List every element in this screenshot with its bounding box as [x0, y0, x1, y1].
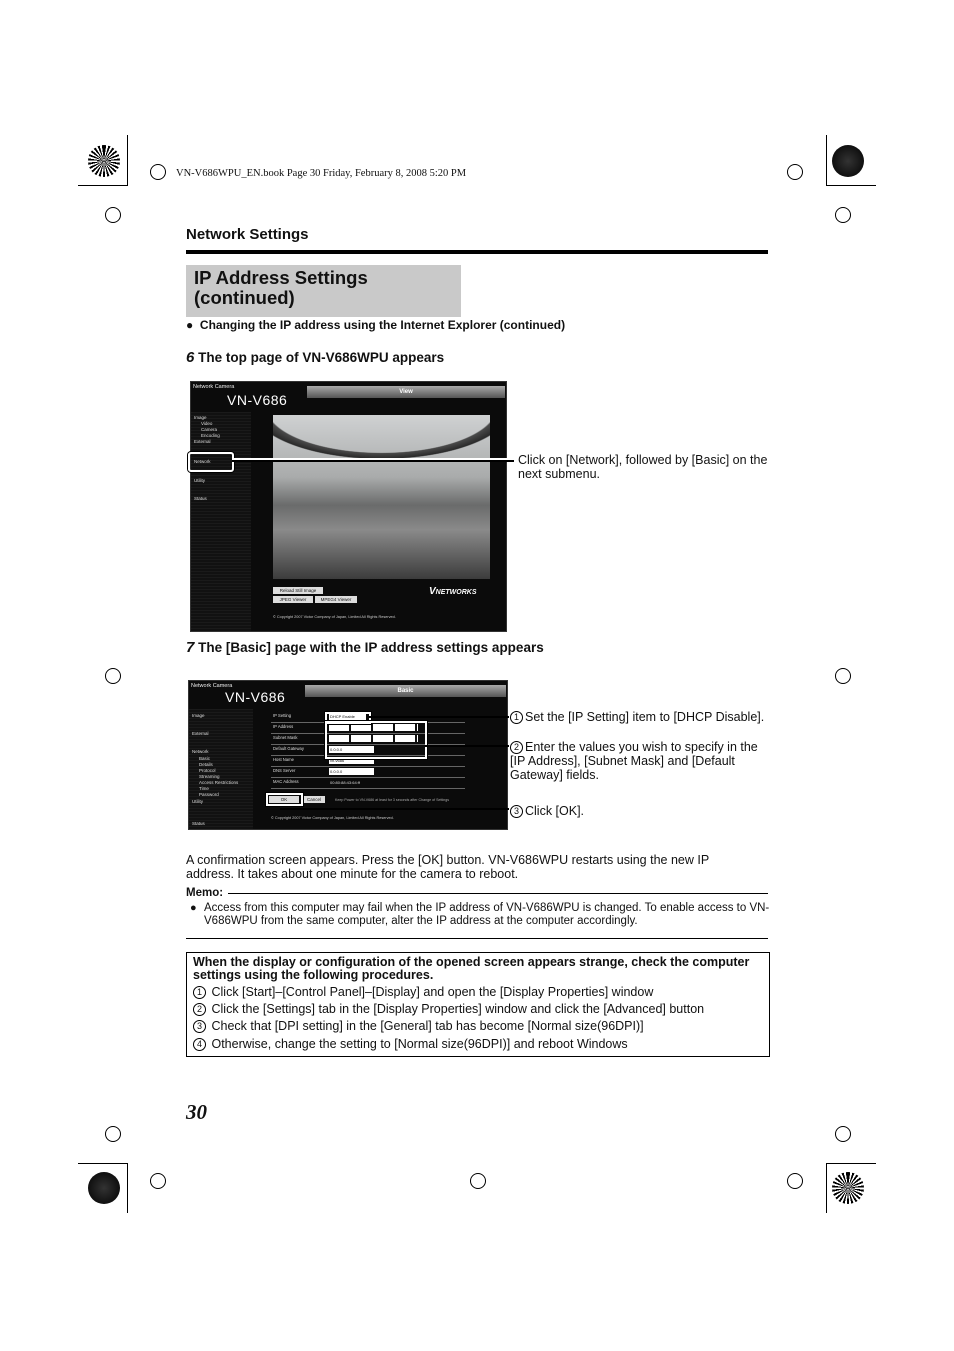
memo-label: Memo: — [186, 887, 224, 899]
sub-heading: ● Changing the IP address using the Internet Explorer (continued) — [186, 318, 566, 332]
callout-3-leader — [280, 808, 509, 810]
side-menu: Image External Network Basic Details Protocol Streaming Access Restrictions Time Password Utility Status — [189, 709, 253, 829]
tab-view: View — [307, 386, 505, 398]
field-default-gateway: Default Gateway 0.0.0.0 — [271, 745, 465, 756]
menu-status: Status — [194, 496, 207, 501]
reload-still-image-button: Reload Still Image — [273, 587, 323, 594]
box-item-1: 1 Click [Start]–[Control Panel]–[Display] and open the [Display Properties] window — [193, 985, 653, 999]
callout-network: Click on [Network], followed by [Basic] on the next submenu. — [518, 453, 768, 481]
menu-encoding: Encoding — [201, 433, 220, 438]
ok-highlight — [266, 793, 303, 806]
box-item-2: 2 Click the [Settings] tab in the [Display Properties] window and click the [Advanced] button — [193, 1002, 704, 1016]
memo-bottom-rule — [186, 938, 768, 939]
registration-target — [835, 668, 851, 684]
registration-target — [835, 207, 851, 223]
callout-1: 1 Set the [IP Setting] item to [DHCP Disable]. — [510, 710, 765, 724]
crop-mark — [88, 1172, 120, 1204]
box-item-3: 3 Check that [DPI setting] in the [General] tab has become [Normal size(96DPI)] — [193, 1019, 644, 1033]
registration-target — [150, 1173, 166, 1189]
field-host-name: Host Name vn-v686 — [271, 756, 465, 767]
registration-target — [787, 164, 803, 180]
side-menu — [191, 412, 251, 631]
field-mac-address: MAC Address 00:80:88:43:64:ff — [271, 778, 465, 789]
confirm-paragraph: A confirmation screen appears. Press the [OK] button. VN-V686WPU restarts using the new IP address. It takes about one minute for the camera to reboot. — [186, 853, 709, 881]
memo-text: Access from this computer may fail when the IP address of VN-V686WPU is changed. To enable access to VN-V686WPU from the same computer, alter the IP address at the computer accordingly. — [204, 902, 770, 927]
registration-line — [826, 1163, 876, 1164]
registration-line — [78, 1163, 128, 1164]
field-subnet-mask: Subnet Mask — [271, 734, 465, 745]
page-title: IP Address Settings (continued) — [194, 267, 368, 308]
cancel-button[interactable]: Cancel — [303, 796, 325, 803]
menu-image: Image — [194, 415, 207, 420]
tab-basic: Basic — [305, 685, 506, 697]
print-info-line: VN-V686WPU_EN.book Page 30 Friday, February 8, 2008 5:20 PM — [176, 168, 467, 179]
menu-video: Video — [201, 421, 213, 426]
registration-line — [826, 185, 876, 186]
crop-mark — [832, 145, 864, 177]
registration-line — [127, 1163, 128, 1213]
registration-line — [826, 135, 827, 185]
registration-target — [835, 1126, 851, 1142]
screenshot-top-page: Network Camera VN-V686 View Image Video Camera Encoding External Network Utility Status Reload Still Image JPEG Viewer MPEG4 Viewer VNETWORKS © Copyright 2007 Victor Company of Japan, Limited All Rights Reserved. — [190, 381, 507, 632]
step-6-heading: 6 The top page of VN-V686WPU appears — [186, 349, 445, 366]
bullet-icon: ● — [186, 318, 200, 332]
callout-2: 2 Enter the values you wish to specify in the [IP Address], [Subnet Mask] and [Default Gateway] fields. — [510, 740, 758, 782]
registration-target — [787, 1173, 803, 1189]
field-ip-setting: IP Setting DHCP Enable — [271, 712, 465, 723]
ok-button[interactable]: OK — [269, 796, 299, 803]
menu-utility: Utility — [194, 478, 205, 483]
registration-target — [105, 668, 121, 684]
step-7-heading: 7 The [Basic] page with the IP address settings appears — [186, 639, 544, 656]
registration-target — [105, 207, 121, 223]
registration-target — [105, 1126, 121, 1142]
field-dns-server: DNS Server 0.0.0.0 — [271, 767, 465, 778]
address-fields-highlight — [325, 721, 427, 759]
screenshot-basic-page: Network Camera VN-V686 Basic Image External Network Basic Details Protocol Streaming Access Restrictions Time Password Utility Status IP Setting DHCP Enable IP Address Subnet Mask Default Gateway 0.0.0.0 Host Name vn-v686 DNS Server 0.0.0.0 MAC Address 00:80:88:43:64:ff OK Cancel Keep Power to VN-V686 at least for 3 seconds after Change of Settings © Copyright 2007 Victor Company of Japan, Limited All Rights Reserved. — [188, 680, 508, 830]
registration-target — [470, 1173, 486, 1189]
page-title-box — [186, 265, 461, 317]
registration-line — [127, 135, 128, 185]
network-highlight — [188, 452, 234, 472]
box-heading: When the display or configuration of the opened screen appears strange, check the computer settings using the following procedures. — [193, 955, 750, 982]
box-item-4: 4 Otherwise, change the setting to [Normal size(96DPI)] and reboot Windows — [193, 1037, 628, 1051]
menu-camera: Camera — [201, 427, 218, 432]
crop-mark — [832, 1172, 864, 1204]
section-heading: Network Settings — [186, 226, 309, 243]
field-ip-address: IP Address — [271, 723, 465, 734]
crop-mark — [88, 145, 120, 177]
callout-leader — [232, 460, 514, 462]
menu-network: Network — [194, 459, 211, 464]
page-number: 30 — [186, 1100, 207, 1124]
registration-target — [150, 164, 166, 180]
callout-1-leader — [369, 716, 509, 718]
registration-line — [826, 1163, 827, 1213]
mpeg4-viewer-button: MPEG4 Viewer — [315, 596, 357, 603]
camera-image — [273, 415, 490, 579]
callout-2-leader — [425, 745, 509, 747]
callout-3: 3 Click [OK]. — [510, 804, 765, 818]
jpeg-viewer-button: JPEG Viewer — [273, 596, 313, 603]
header-rule — [186, 250, 768, 254]
bullet-icon: ● — [190, 902, 197, 914]
display-check-box — [186, 952, 770, 1057]
v-networks-logo: VNETWORKS — [429, 586, 477, 597]
registration-line — [78, 185, 128, 186]
memo-top-rule — [228, 893, 768, 894]
menu-external: External — [194, 439, 211, 444]
